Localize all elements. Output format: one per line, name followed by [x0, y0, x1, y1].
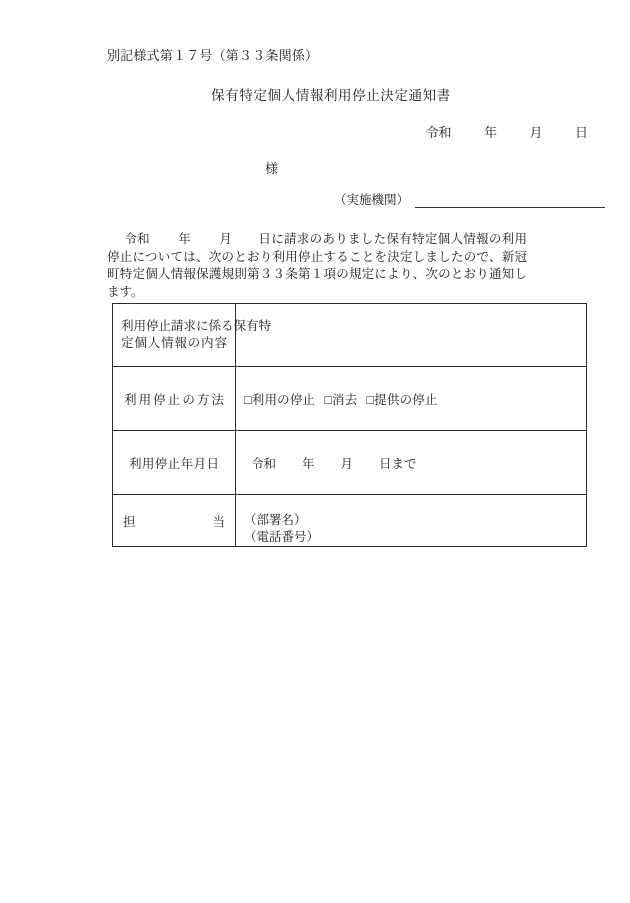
contact-department-placeholder: （部署名）	[244, 513, 307, 527]
table-row-target-information	[113, 304, 587, 367]
form-number: 別記様式第１７号（第３３条関係）	[107, 48, 319, 63]
checkbox-option-stop-provision[interactable]: □提供の停止	[366, 392, 438, 407]
issue-date-month-unit: 月	[529, 125, 543, 140]
table-row-suspension-method	[113, 367, 587, 431]
row-value-suspension-date[interactable]	[236, 431, 587, 495]
row-label-target-information-line1: 利用停止請求に係る保有特	[121, 319, 272, 333]
suspension-date-day-unit: 日まで	[379, 456, 417, 471]
issuing-organization-row	[334, 190, 605, 208]
checkbox-option-stop-use[interactable]: □利用の停止	[244, 392, 316, 407]
row-label-target-information-line2: 定個人情報の内容	[121, 336, 227, 350]
suspension-date-month-unit: 月	[340, 456, 354, 471]
row-label-contact	[113, 495, 236, 547]
checkbox-option-erase[interactable]: □消去	[324, 392, 358, 407]
body-paragraph	[107, 231, 527, 301]
issue-date-day-unit: 日	[574, 125, 588, 140]
request-date-month-unit: 月	[219, 232, 233, 246]
row-label-suspension-method-text: 利用停止の方法	[124, 392, 224, 407]
notice-details-table	[112, 303, 587, 547]
addressee-honorific: 様	[265, 161, 279, 176]
row-label-suspension-date-text: 利用停止年月日	[129, 456, 219, 471]
row-label-suspension-method	[113, 367, 236, 431]
table-row-contact	[113, 495, 587, 547]
suspension-date-era: 令和	[251, 456, 277, 471]
table-row-suspension-date	[113, 431, 587, 495]
row-value-target-information[interactable]	[236, 304, 587, 367]
body-text-remainder: 日に請求のありました保有特定個人情報の利用停止については、次のとおり利用停止することを決定しましたので、新冠町特定個人情報保護規則第３３条第１項の規定により、次のとおり通知します。	[107, 232, 527, 299]
issuing-organization-input-rule[interactable]	[415, 194, 605, 208]
request-date-year-unit: 年	[177, 232, 192, 246]
issue-date-year-unit: 年	[483, 125, 497, 140]
row-value-suspension-method	[236, 367, 587, 431]
request-date-era: 令和	[124, 232, 150, 246]
row-label-target-information	[113, 304, 272, 367]
row-label-suspension-date	[113, 431, 236, 495]
row-label-contact-text: 担当	[123, 514, 225, 529]
document-title: 保有特定個人情報利用停止決定通知書	[211, 88, 451, 103]
issue-date-era: 令和	[425, 125, 452, 140]
suspension-date-year-unit: 年	[302, 456, 315, 471]
issuing-organization-label: （実施機関）	[334, 193, 410, 207]
row-value-contact[interactable]	[236, 495, 587, 547]
contact-phone-placeholder: （電話番号）	[244, 530, 320, 544]
issue-date-line	[425, 122, 588, 141]
